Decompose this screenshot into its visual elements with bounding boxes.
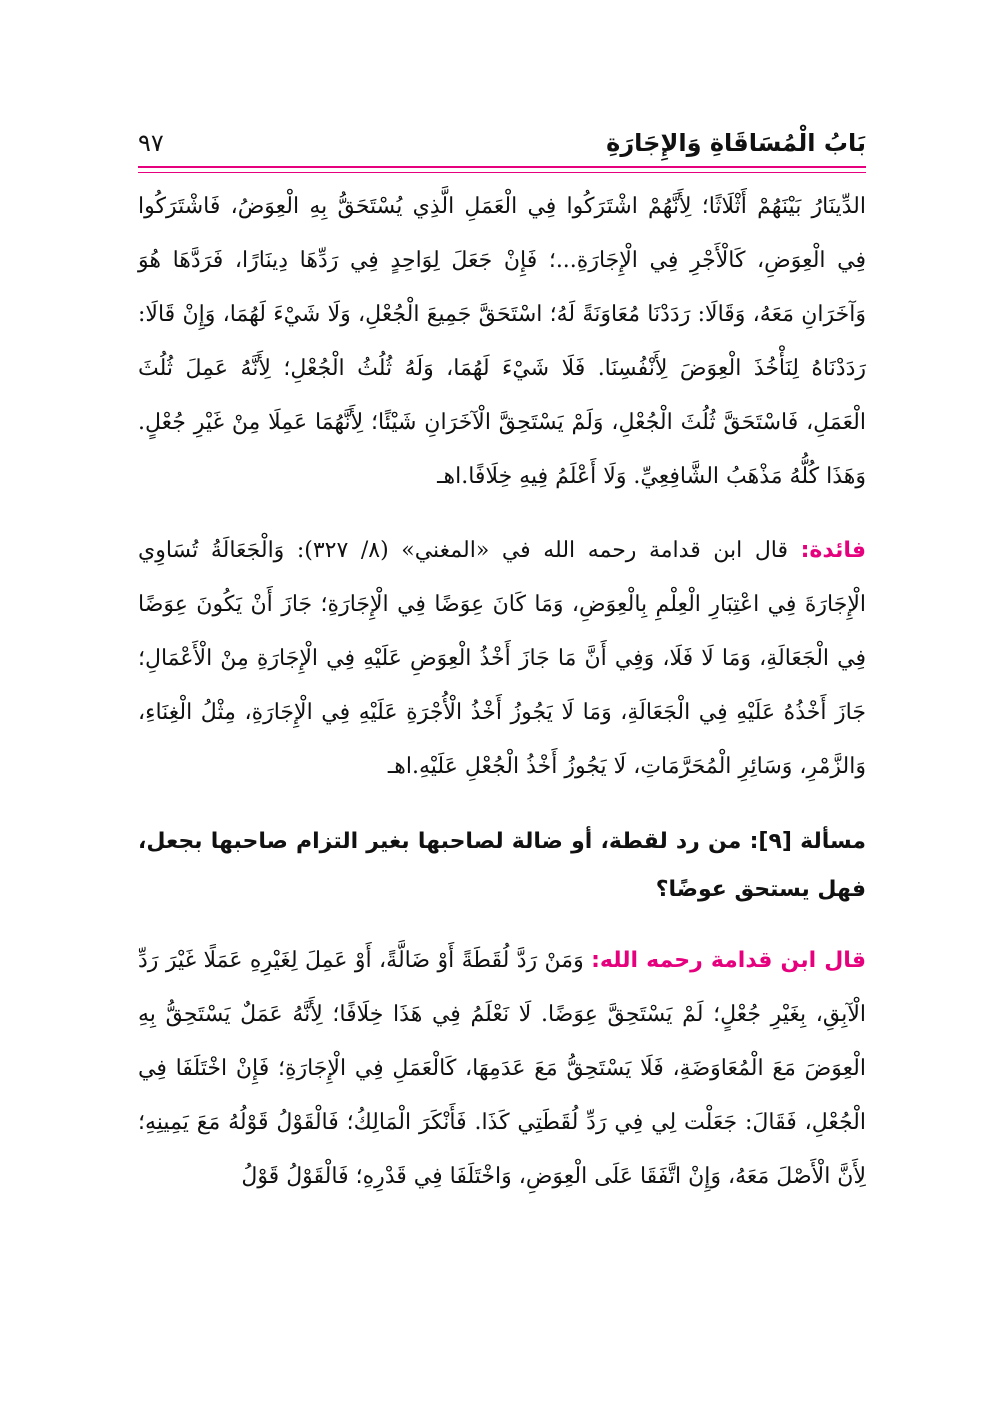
page-number: ٩٧ bbox=[138, 129, 164, 157]
chapter-title: بَابُ الْمُسَاقَاةِ وَالإِجَارَةِ bbox=[606, 129, 866, 157]
paragraph-text: الدِّينَارُ بَيْنَهُمْ أَثْلَاثًا؛ لِأَنَّهُمْ اشْتَرَكُوا فِي الْعَمَلِ الَّذِي يُسْتَحَقُّ بِهِ الْعِوَضُ، فَاشْتَرَكُوا فِي الْعِوَضِ، كَالْأَجْرِ فِي الْإِجَارَةِ...؛ فَإِنْ جَعَلَ لِوَاحِدٍ فِي رَدِّهَا دِينَارًا، فَرَدَّهَا هُوَ وَآخَرَانِ مَعَهُ، وَقَالَا: رَدَدْنَا مُعَاوَنَةً لَهُ؛ اسْتَحَقَّ جَمِيعَ الْجُعْلِ، وَلَا شَيْءَ لَهُمَا، وَإِنْ قَالَا: رَدَدْنَاهُ لِنَأْخُذَ الْعِوَضَ لِأَنْفُسِنَا. فَلَا شَيْءَ لَهُمَا، وَلَهُ ثُلُثُ الْجُعْلِ؛ لِأَنَّهُ عَمِلَ ثُلُثَ الْعَمَلِ، فَاسْتَحَقَّ ثُلُثَ الْجُعْلِ، وَلَمْ يَسْتَحِقَّ الْآخَرَانِ شَيْئًا؛ لِأَنَّهُمَا عَمِلَا مِنْ غَيْرِ جُعْلٍ. وَهَذَا كُلُّهُ مَذْهَبُ الشَّافِعِيِّ. وَلَا أَعْلَمُ فِيهِ خِلَافًا.اهـ bbox=[138, 194, 866, 489]
answer-label: قال ابن قدامة رحمه الله: bbox=[591, 948, 866, 973]
benefit-text: قال ابن قدامة رحمه الله في «المغني» (٨/ ٣٢٧): وَالْجَعَالَةُ تُسَاوِي الْإِجَارَةَ فِي اعْتِبَارِ الْعِلْمِ بِالْعِوَضِ، وَمَا كَانَ عِوَضًا فِي الْإِجَارَةِ؛ جَازَ أَنْ يَكُونَ عِوَضًا فِي الْجَعَالَةِ، وَمَا لَا فَلَا، وَفِي أَنَّ مَا جَازَ أَخْذُ الْعِوَضِ عَلَيْهِ فِي الْإِجَارَةِ مِنْ الْأَعْمَالِ؛ جَازَ أَخْذُهُ عَلَيْهِ فِي الْجَعَالَةِ، وَمَا لَا يَجُوزُ أَخْذُ الْأُجْرَةِ عَلَيْهِ فِي الْإِجَارَةِ، مِثْلُ الْغِنَاءِ، وَالزَّمْرِ، وَسَائِرِ الْمُحَرَّمَاتِ، لَا يَجُوزُ أَخْذُ الْجُعْلِ عَلَيْهِ.اهـ bbox=[138, 538, 866, 779]
page-body bbox=[138, 180, 866, 1204]
answer-text: وَمَنْ رَدَّ لُقَطَةً أَوْ ضَالَّةً، أَوْ عَمِلَ لِغَيْرِهِ عَمَلًا غَيْرَ رَدِّ الْآبِقِ، بِغَيْرِ جُعْلٍ؛ لَمْ يَسْتَحِقَّ عِوَضًا. لَا نَعْلَمُ فِي هَذَا خِلَافًا؛ لِأَنَّهُ عَمَلٌ يَسْتَحِقُّ بِهِ الْعِوَضَ مَعَ الْمُعَاوَضَةِ، فَلَا يَسْتَحِقُّ مَعَ عَدَمِهَا، كَالْعَمَلِ فِي الْإِجَارَةِ؛ فَإِنْ اخْتَلَفَا فِي الْجُعْلِ، فَقَالَ: جَعَلْت لِي فِي رَدِّ لُقَطَتِي كَذَا. فَأَنْكَرَ الْمَالِكُ؛ فَالْقَوْلُ قَوْلُهُ مَعَ يَمِينِهِ؛ لِأَنَّ الْأَصْلَ مَعَهُ، وَإِنْ اتَّفَقَا عَلَى الْعِوَضِ، وَاخْتَلَفَا فِي قَدْرِهِ؛ فَالْقَوْلُ قَوْلُ bbox=[138, 948, 866, 1189]
issue-label: مسألة [٩]: bbox=[749, 829, 866, 854]
benefit-label: فائدة: bbox=[800, 538, 867, 563]
issue-text: من رد لقطة، أو ضالة لصاحبها بغير التزام صاحبها بجعل، فهل يستحق عوضًا؟ bbox=[138, 829, 866, 902]
header-divider-thick bbox=[138, 166, 866, 168]
answer-paragraph bbox=[138, 934, 866, 1204]
benefit-paragraph bbox=[138, 524, 866, 794]
issue-heading bbox=[138, 818, 866, 914]
header-divider-thin bbox=[138, 172, 866, 173]
page-header bbox=[138, 128, 866, 164]
